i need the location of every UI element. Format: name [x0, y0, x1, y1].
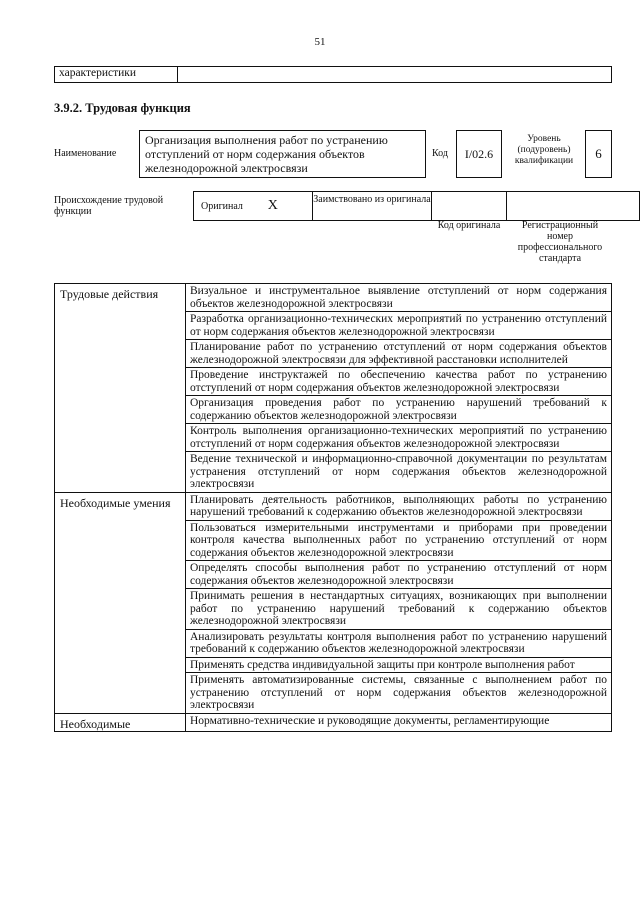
list-item: Определять способы выполнения работ по устранению отступлений от норм содержания объектов железнодорожной электросвязи	[186, 561, 612, 589]
page-number: 51	[314, 36, 326, 48]
name-label: Наименование	[54, 148, 117, 159]
origin-label: Происхождение трудовой функции	[54, 195, 164, 217]
original-mark: X	[264, 192, 312, 221]
origin-table	[193, 191, 640, 221]
list-item: Контроль выполнения организационно-технических мероприятий по устранению отступлений от норм содержания объектов железнодорожной электросвязи	[186, 424, 612, 452]
list-item: Организация проведения работ по устранению нарушений требований к содержанию объектов железнодорожной электросвязи	[186, 396, 612, 424]
required-skills-label: Необходимые умения	[55, 492, 186, 713]
labor-actions-label: Трудовые действия	[55, 284, 186, 493]
previous-table-tail	[54, 66, 612, 83]
table-row	[55, 492, 612, 520]
table-row	[55, 284, 612, 312]
function-code: I/02.6	[456, 130, 502, 178]
code-label: Код	[432, 148, 448, 159]
characteristics-label: характеристики	[55, 67, 178, 83]
list-item: Применять средства индивидуальной защиты при контроле выполнения работ	[186, 657, 612, 673]
list-item: Анализировать результаты контроля выполнения работ по устранению нарушений требований к содержанию объектов железнодорожной электросвязи	[186, 629, 612, 657]
function-name: Организация выполнения работ по устранению отступлений от норм содержания объектов железнодорожной электросвязи	[139, 130, 426, 178]
original-label: Оригинал	[194, 192, 264, 221]
list-item: Планировать деятельность работников, выполняющих работы по устранению нарушений требований к содержанию объектов железнодорожной электросвязи	[186, 492, 612, 520]
characteristics-value	[178, 67, 612, 83]
list-item: Ведение технической и информационно-справочной документации по результатам устранения отступлений от норм содержания объектов железнодорожной электросвязи	[186, 452, 612, 493]
borrowed-label: Заимствовано из оригинала	[312, 192, 431, 221]
list-item: Проведение инструктажей по обеспечению качества работ по устранению отступлений от норм содержания объектов железнодорожной электросвязи	[186, 368, 612, 396]
main-table	[54, 283, 612, 732]
list-item: Разработка организационно-технических мероприятий по устранению отступлений от норм содержания объектов железнодорожной электросвязи	[186, 312, 612, 340]
list-item: Визуальное и инструментальное выявление отступлений от норм содержания объектов железнодорожной электросвязи	[186, 284, 612, 312]
code-original-cell	[432, 192, 507, 221]
list-item: Нормативно-технические и руководящие документы, регламентирующие	[186, 713, 612, 731]
list-item: Пользоваться измерительными инструментами и приборами при проведении контроля качества выполненных работ по устранению отступлений от норм содержания объектов железнодорожной электросвязи	[186, 520, 612, 561]
section-title: 3.9.2. Трудовая функция	[54, 101, 191, 115]
list-item: Планирование работ по устранению отступлений от норм содержания объектов железнодорожной электросвязи для эффективной расстановки исполнителей	[186, 340, 612, 368]
list-item: Применять автоматизированные системы, связанные с выполнением работ по устранению отступлений от норм содержания объектов железнодорожной электросвязи	[186, 673, 612, 714]
level-label: Уровень (подуровень) квалификации	[514, 134, 574, 166]
qualification-level: 6	[585, 130, 612, 178]
reg-number-cell	[506, 192, 639, 221]
table-row	[55, 713, 612, 731]
required-knowledge-label: Необходимые	[55, 713, 186, 731]
code-original-label: Код оригинала	[437, 220, 501, 231]
reg-number-label: Регистрационный номер профессионального стандарта	[517, 220, 603, 264]
list-item: Принимать решения в нестандартных ситуациях, возникающих при выполнении работ по устранению нарушений требований к содержанию объектов железнодорожной электросвязи	[186, 589, 612, 630]
